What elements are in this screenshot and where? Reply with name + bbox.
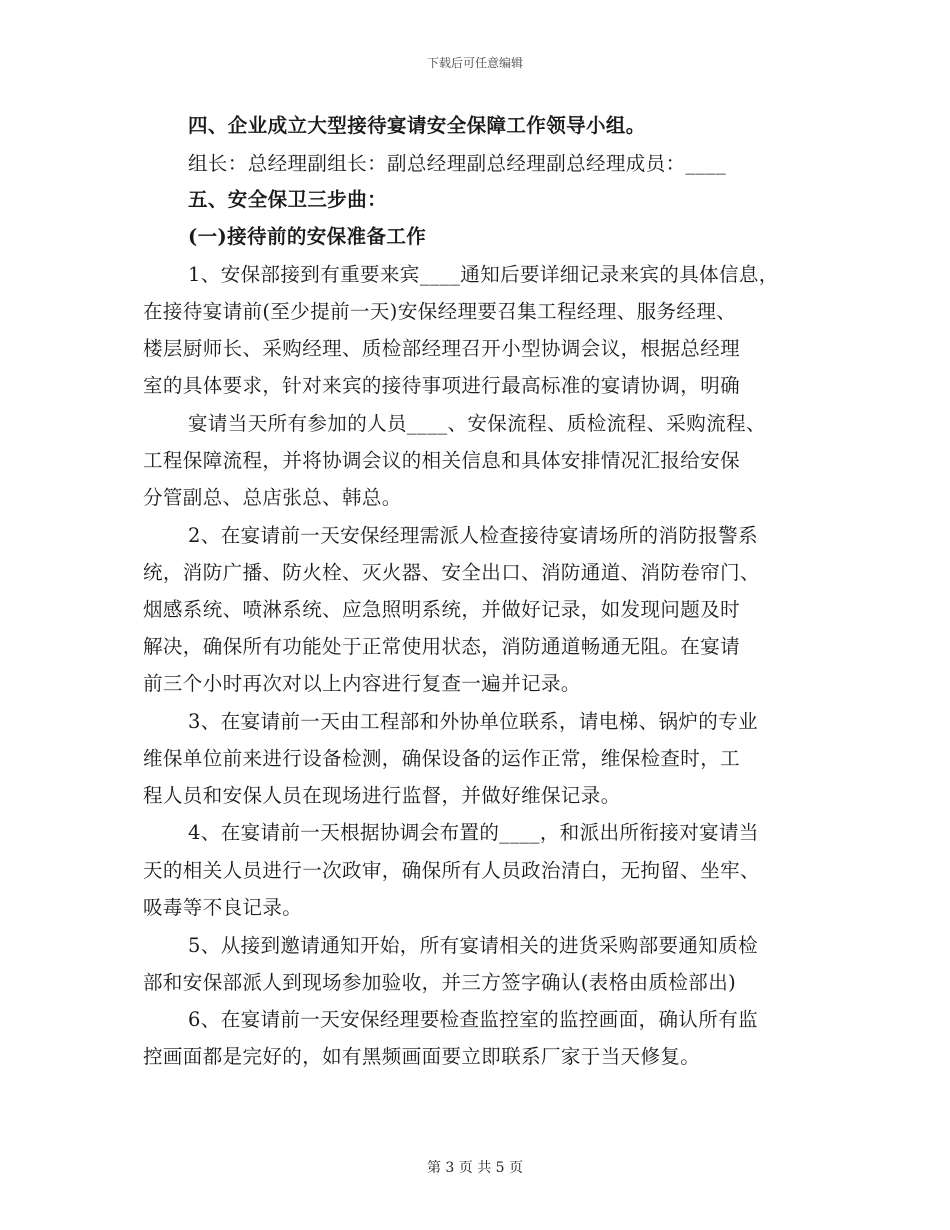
item-1-line: 室的具体要求，针对来宾的接待事项进行最高标准的宴请协调，明确 — [143, 374, 741, 397]
item-2-line: 统，消防广播、防火栓、灭火器、安全出口、消防通道、消防卷帘门、 — [143, 561, 760, 584]
item-6-line: 控画面都是完好的，如有黑频画面要立即联系厂家于当天修复。 — [143, 1045, 701, 1068]
item-2-line: 前三个小时再次对以上内容进行复查一遍并记录。 — [143, 672, 581, 695]
section-heading-4: 四、企业成立大型接待宴请安全保障工作领导小组。 — [188, 114, 646, 137]
item-1-line: 1、安保部接到有重要来宾____通知后要详细记录来宾的具体信息， — [188, 263, 779, 286]
item-4-line: 吸毒等不良记录。 — [143, 896, 303, 919]
item-3-line: 3、在宴请前一天由工程部和外协单位联系，请电梯、锅炉的专业 — [188, 710, 759, 733]
item-3-line: 维保单位前来进行设备检测，确保设备的运作正常，维保检查时，工 — [143, 747, 741, 770]
item-6-line: 6、在宴请前一天安保经理要检查监控室的监控画面，确认所有监 — [188, 1008, 759, 1031]
item-2-line: 2、在宴请前一天安保经理需派人检查接待宴请场所的消防报警系 — [188, 524, 759, 547]
subsection-heading: (一)接待前的安保准备工作 — [188, 225, 427, 248]
item-5-line: 5、从接到邀请通知开始，所有宴请相关的进货采购部要通知质检 — [188, 934, 759, 957]
item-5-line: 部和安保部派人到现场参加验收，并三方签字确认(表格由质检部出) — [143, 971, 737, 994]
body-line: 组长：总经理副组长：副总经理副总经理副总经理成员：____ — [188, 152, 727, 175]
item-1-line: 楼层厨师长、采购经理、质检部经理召开小型协调会议，根据总经理 — [143, 337, 741, 360]
item-1-line: 宴请当天所有参加的人员____、安保流程、质检流程、采购流程、 — [188, 412, 766, 435]
item-1-line: 工程保障流程，并将协调会议的相关信息和具体安排情况汇报给安保 — [143, 449, 741, 472]
section-heading-5: 五、安全保卫三步曲： — [188, 188, 388, 211]
item-4-line: 4、在宴请前一天根据协调会布置的____，和派出所衔接对宴请当 — [188, 821, 759, 844]
header-note: 下载后可任意编辑 — [426, 56, 523, 70]
item-2-line: 解决，确保所有功能处于正常使用状态，消防通道畅通无阻。在宴请 — [143, 635, 741, 658]
page-number: 第 3 页 共 5 页 — [426, 1160, 524, 1176]
item-3-line: 程人员和安保人员在现场进行监督，并做好维保记录。 — [143, 784, 621, 807]
item-1-line: 在接待宴请前(至少提前一天)安保经理要召集工程经理、服务经理、 — [143, 300, 737, 323]
item-1-line: 分管副总、总店张总、韩总。 — [143, 486, 402, 509]
item-4-line: 天的相关人员进行一次政审，确保所有人员政治清白，无拘留、坐牢、 — [143, 859, 760, 882]
item-2-line: 烟感系统、喷淋系统、应急照明系统，并做好记录，如发现问题及时 — [143, 598, 741, 621]
